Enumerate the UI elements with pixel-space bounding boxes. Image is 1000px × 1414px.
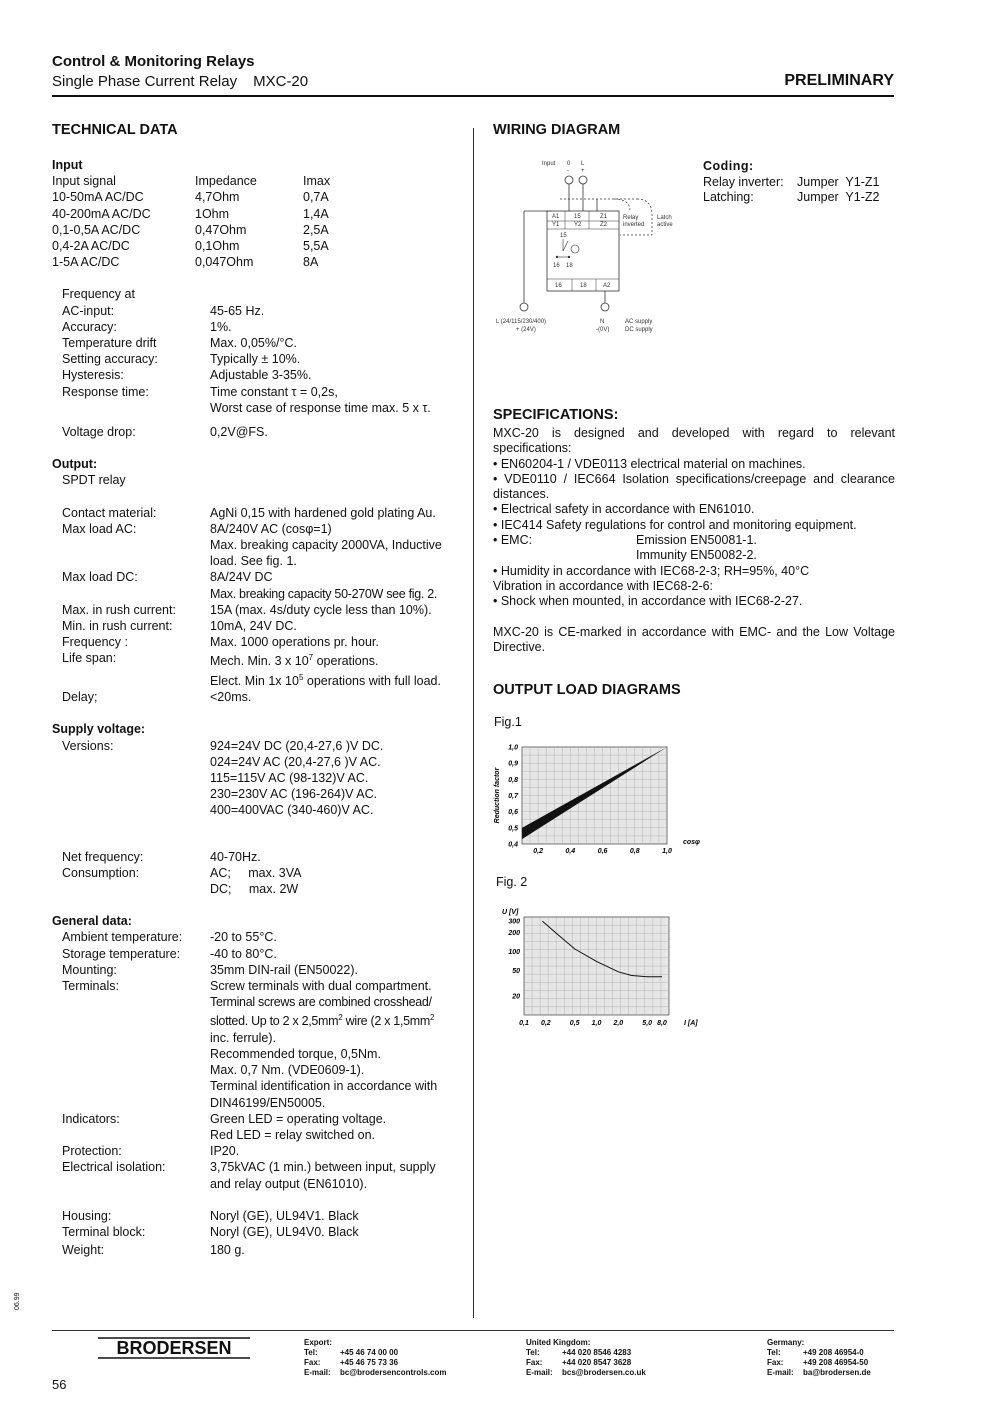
fax-label: Fax: [767,1358,784,1367]
fax-value: +49 208 46954-50 [803,1358,869,1367]
col-header: Input signal [52,174,116,189]
param-value: Red LED = relay switched on. [210,1128,376,1143]
param-value: 35mm DIN-rail (EN50022). [210,962,358,977]
param-value [210,650,462,669]
y-tick-label: 0,8 [508,776,518,784]
param-label: Life span: [62,651,117,666]
param-value: Adjustable 3-35%. [210,368,312,383]
param-value: AgNi 0,15 with hardened gold plating Au. [210,505,436,520]
contact-uk [526,1338,646,1378]
fax-label: Fax: [304,1358,321,1367]
email-value: ba@brodersen.de [803,1368,871,1377]
wd-label: active [657,222,673,228]
footer-divider [52,1330,894,1331]
spec-item: • VDE0110 / IEC664 Isolation specifications/creepage and clearance distances. [493,471,895,502]
x-axis-label: cosφ [683,839,700,846]
x-axis-label: I [A] [684,1020,698,1027]
coding-label: Relay inverter: [703,174,784,189]
wd-label: -(0V) [596,327,610,333]
cell: 0,47Ohm [195,222,247,237]
param-value: Green LED = operating voltage. [210,1111,387,1126]
spec-item: Vibration in accordance with IEC68-2-6: [493,578,714,593]
status-label: PRELIMINARY [784,72,894,89]
coding-value: Jumper Y1-Z1 [797,174,880,189]
life-elec: Elect. Min 1x 10 [210,674,299,688]
col-header: Impedance [195,174,257,189]
wd-label: Relay [623,215,639,221]
param-value: Typically ± 10%. [210,352,301,367]
y-tick-label: 0,6 [508,809,518,817]
coding-label: Latching: [703,190,754,204]
param-value: 15A (max. 4s/duty cycle less than 10%). [210,602,432,617]
exponent: 2 [430,1013,435,1023]
param-value: AC; max. 3VA [210,865,302,880]
x-tick-label: 2,0 [613,1020,624,1027]
spec-item: • IEC414 Safety regulations for control and monitoring equipment. [493,517,857,532]
wd-label: - [567,168,569,174]
wd-label: Latch [657,215,672,221]
spec-intro: MXC-20 is designed and developed with regard to relevant specifications: [493,426,895,456]
contact-germany [767,1338,871,1378]
x-tick-label: 1,0 [591,1020,602,1027]
x-tick-label: 0,2 [540,1020,551,1027]
email-value: bcs@brodersen.co.uk [562,1368,646,1377]
tel-label: Tel: [767,1348,781,1357]
x-tick-label: 1,0 [662,848,672,855]
date-code: 06.99 [14,1292,21,1310]
general-heading: General data: [52,914,132,929]
param-value: 024=24V AC (20,4-27,6 )V AC. [210,754,381,769]
y-tick-label: 1,0 [508,744,518,752]
param-value: DIN46199/EN50005. [210,1095,326,1110]
param-value: Terminal identification in accordance with [210,1079,438,1094]
param-label: Electrical isolation: [62,1160,166,1175]
spec-item: • EN60204-1 / VDE0113 electrical material on machines. [493,456,806,471]
coding-title: Coding: [703,159,754,173]
wd-label: 16 [555,283,562,289]
x-tick-label: 0,4 [565,848,576,855]
coding-block [703,159,879,206]
param-value: Max. 1000 operations pr. hour. [210,635,379,650]
param-label [62,400,210,416]
param-label: Setting accuracy: [62,352,158,367]
wd-label: + [581,168,585,174]
wd-label: A2 [603,283,611,289]
param-label: Protection: [62,1144,122,1159]
param-label: Consumption: [62,865,140,880]
param-label: Accuracy: [62,319,117,334]
model-number: MXC-20 [253,73,309,90]
contact-export [304,1338,447,1378]
email-label: E-mail: [304,1368,331,1377]
param-label: Frequency : [62,635,129,650]
contact-title: Germany: [767,1338,805,1347]
general-params [52,929,462,1191]
param-value: 1%. [210,319,232,334]
param-label: Max load DC: [62,570,138,585]
wd-label: N [600,319,605,325]
y-tick-label: 100 [508,949,520,957]
y-tick-label: 50 [512,968,520,976]
tel-label: Tel: [526,1348,540,1357]
param-value: -20 to 55°C. [210,930,277,945]
cell: 10-50mA AC/DC [52,190,144,205]
terminal-icon [601,303,609,311]
wd-label: Z2 [600,222,608,228]
cell: 4,7Ohm [195,190,240,205]
param-value [210,1010,462,1029]
col-header: Imax [303,174,331,189]
param-value: Terminal screws are combined crosshead/ [210,995,432,1010]
x-tick-label: 0,2 [533,848,543,855]
cell: 0,4-2A AC/DC [52,239,130,254]
wd-label: Y1 [552,222,560,228]
emc-label: • EMC: [493,533,533,548]
housing-params [52,1208,462,1259]
brodersen-logo [98,1336,250,1360]
param-value: and relay output (EN61010). [210,1176,368,1191]
fax-value: +44 020 8547 3628 [562,1358,632,1367]
wd-label: 18 [580,283,587,289]
param-label: Housing: [62,1208,112,1223]
life-elec-post: operations with full load. [303,674,441,688]
page-number: 56 [52,1377,67,1392]
x-tick-label: 5,0 [642,1020,653,1027]
wd-label: A1 [552,214,560,220]
fig2-label: Fig. 2 [496,875,528,889]
technical-data-title: TECHNICAL DATA [52,122,178,138]
spec-item: • Shock when mounted, in accordance with IEC68-2-27. [493,594,803,609]
wiring-diagram-title: WIRING DIAGRAM [493,122,621,138]
ce-note: MXC-20 is CE-marked in accordance with EMC- and the Low Voltage Directive. [493,624,895,654]
param-value: Screw terminals with dual compartment. [210,979,432,994]
header-divider [52,95,894,97]
exponent: 5 [298,672,304,682]
y-tick-label: 0,7 [508,793,518,800]
param-value: Max. 0,05%/°C. [210,336,297,351]
terminal-icon [579,176,587,184]
wd-label: 15 [574,214,581,220]
technical-data [52,157,462,1258]
cell: 8A [303,255,319,270]
tel-value: +49 208 46954-0 [803,1348,864,1357]
y-tick-label: 20 [512,993,520,1001]
wiring-diagram [492,155,692,345]
param-label: Versions: [62,738,114,753]
terminal-icon [520,303,528,311]
param-value: load. See fig. 1. [210,554,297,569]
voltage-drop [52,424,462,440]
param-label: Terminals: [62,979,119,994]
output-heading: Output: [52,457,98,472]
param-label: Terminal block: [62,1225,146,1240]
fig1-label: Fig.1 [494,715,522,729]
cell: 5,5A [303,239,329,254]
y-axis-label: Reduction factor [494,767,501,824]
param-value: 400=400VAC (340-460)V AC. [210,803,374,818]
param-label: Max. in rush current: [62,602,176,617]
param-value: Recommended torque, 0,5Nm. [210,1047,381,1062]
document-subtitle [52,73,308,90]
param-label: Mounting: [62,962,117,977]
param-label: AC-input: [62,303,115,318]
param-label: Indicators: [62,1111,120,1126]
cell: 0,047Ohm [195,255,254,270]
exponent: 2 [338,1013,343,1023]
tel-value: +44 020 8546 4283 [562,1348,632,1357]
param-value: 0,2V@FS. [210,425,268,440]
param-value: Max. 0,7 Nm. (VDE0609-1). [210,1063,365,1078]
specifications-body [493,426,895,655]
fax-value: +45 46 75 73 36 [340,1358,399,1367]
x-tick-label: 0,1 [519,1020,529,1027]
param-label: Weight: [62,1243,105,1258]
email-value: bc@brodersencontrols.com [340,1368,447,1377]
x-tick-label: 0,8 [629,848,640,855]
input-table [52,173,462,270]
wd-label: Y2 [574,222,582,228]
output-params [52,505,462,706]
spec-item: • Electrical safety in accordance with EN61010. [493,502,755,517]
param-value [210,670,462,689]
coding-row [703,175,879,191]
param-value: 115=115V AC (98-132)V AC. [210,771,369,786]
supply-heading: Supply voltage: [52,722,146,737]
spec-emc [493,533,895,548]
cell: 0,7A [303,190,329,205]
supply-versions [52,738,462,819]
wd-label: + (24V) [516,327,536,333]
param-value: 3,75kVAC (1 min.) between input, supply [210,1160,436,1175]
cell: 40-200mA AC/DC [52,206,151,221]
exponent: 7 [308,653,314,663]
y-axis-label: U [V] [502,909,519,916]
output-type: SPDT relay [62,473,126,488]
param-value: Time constant τ = 0,2s, [210,384,338,399]
email-label: E-mail: [767,1368,794,1377]
param-value: 924=24V DC (20,4-27,6 )V DC. [210,738,384,753]
cell: 1Ohm [195,206,230,221]
life-mech: Mech. Min. 3 x 10 [210,654,309,669]
input-params [52,303,462,416]
specifications-title: SPECIFICATIONS: [493,407,619,423]
y-tick-label: 0,4 [508,841,518,849]
param-value: Noryl (GE), UL94V1. Black [210,1208,359,1223]
cell: 1,4A [303,206,329,221]
param-label: Response time: [62,384,149,399]
param-label: Contact material: [62,505,157,520]
emc-emission: Emission EN50081-1. [636,533,757,548]
param-value: inc. ferrule). [210,1030,276,1045]
fig1-chart [490,737,715,862]
param-label [62,537,210,553]
slotted-mid: wire (2 x 1,5mm [342,1014,431,1029]
param-value: 8A/24V DC [210,570,273,585]
subtitle-text: Single Phase Current Relay [52,73,238,90]
param-value: Max. breaking capacity 2000VA, Inductive [210,538,442,553]
param-value: <20ms. [210,690,252,705]
param-label: Temperature drift [62,336,157,351]
param-value: 230=230V AC (196-264)V AC. [210,787,378,802]
param-value: 10mA, 24V DC. [210,619,297,634]
param-value: -40 to 80°C. [210,946,277,961]
param-label: Net frequency: [62,849,144,864]
param-label: Ambient temperature: [62,930,183,945]
param-value: 8A/240V AC (cosφ=1) [210,521,332,536]
wd-label: L [581,161,585,167]
x-tick-label: 0,5 [569,1020,580,1027]
wd-label: AC supply [625,319,653,325]
fax-label: Fax: [526,1358,543,1367]
param-value: Noryl (GE), UL94V0. Black [210,1225,359,1240]
output-load-title: OUTPUT LOAD DIAGRAMS [493,682,681,698]
wd-label: 0 [567,161,571,167]
param-value: 40-70Hz. [210,849,261,864]
x-tick-label: 0,6 [597,848,608,855]
wd-label: 15 [560,233,567,239]
param-value: Worst case of response time max. 5 x τ. [210,400,431,415]
cell: 1-5A AC/DC [52,255,120,270]
cell: 0,1-0,5A AC/DC [52,222,141,237]
wd-label: inverted [623,222,645,228]
logo-text: BRODERSEN [116,1338,232,1358]
wd-label: L (24/115/230/400) [496,319,547,325]
life-mech-post: operations. [313,654,379,669]
param-label: Min. in rush current: [62,619,173,634]
param-label: Voltage drop: [62,425,136,440]
param-label [62,586,210,602]
y-tick-label: 200 [508,929,520,937]
fig2-chart [490,905,715,1035]
tel-label: Tel: [304,1348,318,1357]
document-title: Control & Monitoring Relays [52,53,255,70]
tel-value: +45 46 74 00 00 [340,1348,399,1357]
slotted-text: slotted. Up to 2 x 2,5mm [210,1014,339,1029]
contact-title: Export: [304,1338,332,1347]
cell: 2,5A [303,222,329,237]
wd-label: 18 [566,263,573,269]
param-label [62,553,210,569]
input-heading: Input [52,158,83,172]
param-label: Hysteresis: [62,368,124,383]
spec-item: • Humidity in accordance with IEC68-2-3; RH=95%, 40°C [493,563,810,578]
param-value: 45-65 Hz. [210,303,265,318]
param-label: Delay; [62,690,98,705]
cell: 0,1Ohm [195,239,240,254]
wd-label: 16 [553,263,560,269]
param-label: Max load AC: [62,521,137,536]
param-value: Max. breaking capacity 50-270W see fig. 2. [210,586,438,601]
terminal-icon [565,176,573,184]
param-value: 180 g. [210,1243,245,1258]
y-tick-label: 300 [508,918,520,926]
column-divider [473,128,474,1318]
frequency-at-label: Frequency at [62,287,135,302]
param-value: DC; max. 2W [210,882,299,897]
param-label: Storage temperature: [62,946,181,961]
supply-params [52,849,462,898]
y-tick-label: 0,5 [508,825,518,833]
contact-title: United Kingdom: [526,1338,591,1347]
y-tick-label: 0,9 [508,760,518,768]
emc-immunity: Immunity EN50082-2. [636,548,757,563]
coding-value: Jumper Y1-Z2 [797,190,880,204]
x-tick-label: 8,0 [657,1020,667,1027]
wd-label: Z1 [600,214,608,220]
param-value: IP20. [210,1144,240,1159]
wd-label: Input [542,161,556,167]
email-label: E-mail: [526,1368,553,1377]
wd-label: DC supply [625,327,653,333]
coding-row [703,190,879,206]
